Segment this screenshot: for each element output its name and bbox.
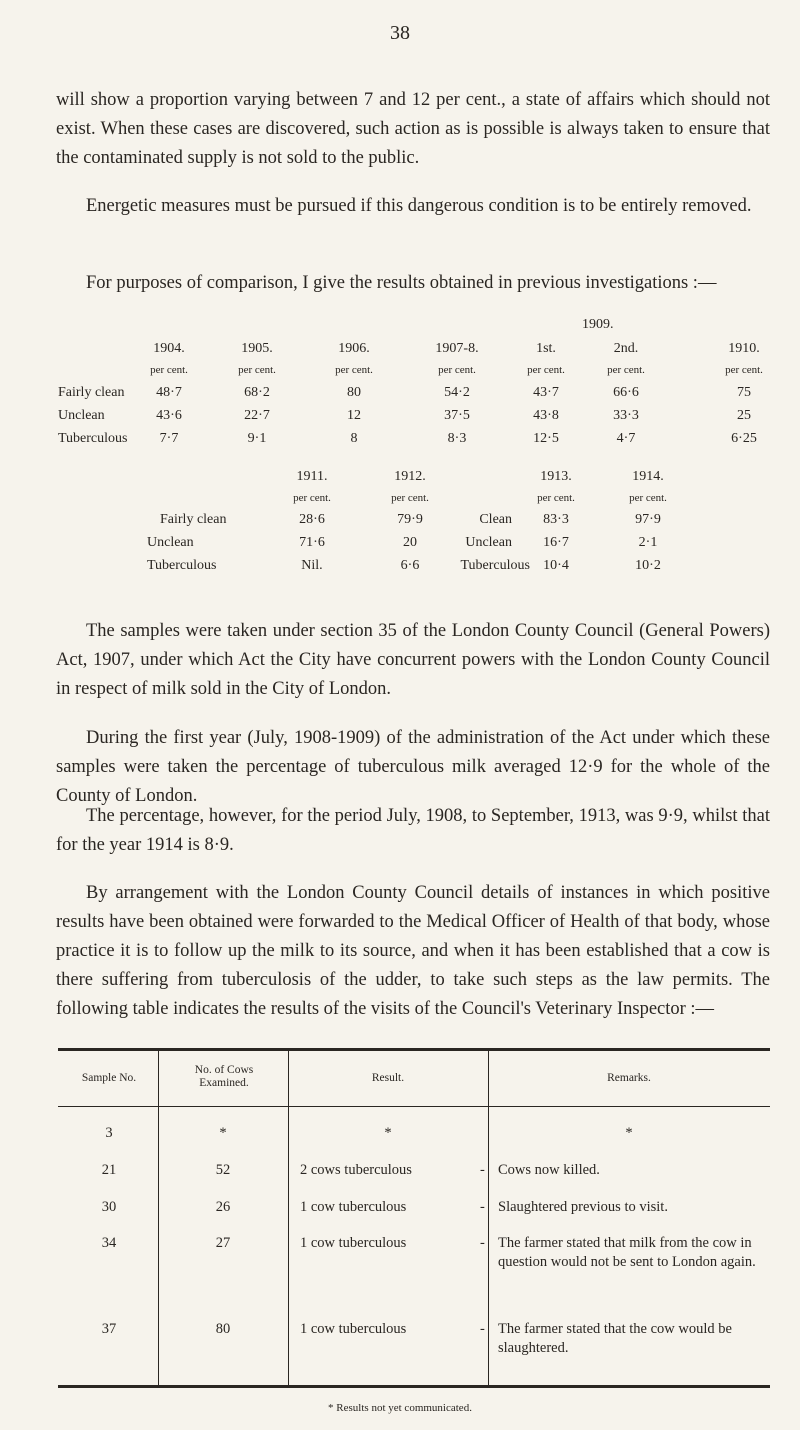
unit-label: per cent. xyxy=(725,364,763,376)
value-cell: 54·2 xyxy=(444,385,470,400)
group-label-1909: 1909. xyxy=(582,317,614,332)
unit-label: per cent. xyxy=(335,364,373,376)
table-top-rule xyxy=(58,1048,770,1051)
unit-label: per cent. xyxy=(629,492,667,504)
col-year: 1906. xyxy=(338,341,370,356)
paragraph-6: The percentage, however, for the period July, 1908, to September, 1913, was 9·9, whilst that for the year 1914 is 8·9. xyxy=(56,806,770,855)
result-text: 1 cow tuberculous xyxy=(300,1321,407,1337)
value-cell: 66·6 xyxy=(613,385,639,400)
unit-label: per cent. xyxy=(607,364,645,376)
table-footnote: * Results not yet communicated. xyxy=(328,1402,472,1414)
sample-number: 34 xyxy=(101,1235,117,1251)
paragraph-2: Energetic measures must be pursued if this dangerous condition is to be entirely removed. xyxy=(86,196,752,216)
cows-examined: * xyxy=(219,1125,227,1141)
unit-label: per cent. xyxy=(293,492,331,504)
row-label: Fairly clean xyxy=(58,385,125,400)
value-cell: 48·7 xyxy=(156,385,182,400)
value-cell: 12 xyxy=(347,408,361,423)
table-header-rule xyxy=(58,1106,770,1107)
col-year: 1913. xyxy=(540,469,572,484)
col-year: 1904. xyxy=(153,341,185,356)
value-cell: 8·3 xyxy=(447,431,467,446)
sample-number: 30 xyxy=(101,1199,117,1215)
value-cell: 33·3 xyxy=(613,408,639,423)
unit-label: per cent. xyxy=(438,364,476,376)
table-bottom-rule xyxy=(58,1385,770,1388)
value-cell: 4·7 xyxy=(616,431,636,446)
value-cell: 71·6 xyxy=(299,535,325,550)
value-cell: 37·5 xyxy=(444,408,470,423)
leader-dash: - xyxy=(480,1162,485,1178)
header-remarks: Remarks. xyxy=(607,1072,651,1084)
header-cows-examined: No. of Cows Examined. xyxy=(194,1064,254,1089)
col-year: 1912. xyxy=(394,469,426,484)
unit-label: per cent. xyxy=(238,364,276,376)
value-cell: 68·2 xyxy=(244,385,270,400)
value-cell: 80 xyxy=(347,385,361,400)
result-text: 2 cows tuberculous xyxy=(300,1162,412,1178)
row-label: Unclean xyxy=(58,408,105,423)
value-cell: 10·2 xyxy=(635,558,661,573)
row-label-alt: Tuberculous xyxy=(460,558,530,573)
col-year: 1st. xyxy=(536,341,556,356)
leader-dash: - xyxy=(480,1199,485,1215)
value-cell: 43·8 xyxy=(533,408,559,423)
sample-number: 3 xyxy=(105,1125,113,1141)
unit-label: per cent. xyxy=(391,492,429,504)
cows-examined: 26 xyxy=(215,1199,231,1215)
leader-dash: - xyxy=(480,1235,485,1251)
row-label-alt: Clean xyxy=(479,512,512,527)
unit-label: per cent. xyxy=(150,364,188,376)
remarks-text: Slaughtered previous to visit. xyxy=(498,1199,668,1215)
page-number: 38 xyxy=(390,22,410,44)
cows-examined: 52 xyxy=(215,1162,231,1178)
value-cell: 9·1 xyxy=(247,431,267,446)
value-cell: 16·7 xyxy=(543,535,569,550)
paragraph-5: During the first year (July, 1908-1909) of the administration of the Act under which these samples were taken the percentage of tuberculous milk averaged 12·9 for the whole of the County of London. xyxy=(56,728,770,806)
result-text: * xyxy=(384,1125,392,1141)
col-year: 1911. xyxy=(296,469,328,484)
value-cell: 7·7 xyxy=(159,431,179,446)
cows-examined: 80 xyxy=(215,1321,231,1337)
paragraph-4: The samples were taken under section 35 of the London County Council (General Powers) Act, 1907, under which Act the City have concurrent powers with the London County Council in respect of milk sold in the City of London. xyxy=(56,621,770,699)
row-label: Tuberculous xyxy=(58,431,128,446)
col-year: 1910. xyxy=(728,341,760,356)
result-text: 1 cow tuberculous xyxy=(300,1235,407,1251)
remarks-text: Cows now killed. xyxy=(498,1162,600,1178)
result-text: 1 cow tuberculous xyxy=(300,1199,407,1215)
value-cell: 83·3 xyxy=(543,512,569,527)
value-cell: 12·5 xyxy=(533,431,559,446)
column-divider xyxy=(488,1050,489,1385)
row-label-alt: Unclean xyxy=(465,535,512,550)
column-divider xyxy=(288,1050,289,1385)
value-cell: 6·6 xyxy=(400,558,420,573)
col-year: 2nd. xyxy=(613,341,639,356)
remarks-text: The farmer stated that milk from the cow in question would not be sent to London again. xyxy=(498,1235,756,1270)
header-sample-no: Sample No. xyxy=(81,1072,137,1084)
value-cell: 43·6 xyxy=(156,408,182,423)
paragraph-1: will show a proportion varying between 7 and 12 per cent., a state of affairs which should not exist. When these cases are discovered, such action as is possible is always taken to ensure that the contaminated supply is not sold to the public. xyxy=(56,90,770,168)
value-cell: 43·7 xyxy=(533,385,559,400)
value-cell: Nil. xyxy=(301,558,323,573)
paragraph-7: By arrangement with the London County Council details of instances in which positive results have been obtained were forwarded to the Medical Officer of Health of that body, whose practice it is to follow up the milk to its source, and when it has been established that a cow is there suffering from tuberculosis of the udder, to take such steps as the law permits. The following table indicates the results of the visits of the Council's Veterinary Inspector :— xyxy=(56,883,770,1019)
value-cell: 6·25 xyxy=(731,431,757,446)
value-cell: 8 xyxy=(350,431,358,446)
value-cell: 25 xyxy=(737,408,751,423)
value-cell: 79·9 xyxy=(397,512,423,527)
cows-examined: 27 xyxy=(215,1235,231,1251)
row-label: Tuberculous xyxy=(147,558,217,573)
value-cell: 20 xyxy=(403,535,417,550)
leader-dash: - xyxy=(480,1321,485,1337)
remarks-text: * xyxy=(625,1125,633,1141)
unit-label: per cent. xyxy=(527,364,565,376)
header-result: Result. xyxy=(371,1072,405,1084)
value-cell: 97·9 xyxy=(635,512,661,527)
value-cell: 28·6 xyxy=(299,512,325,527)
sample-number: 37 xyxy=(101,1321,117,1337)
col-year: 1905. xyxy=(241,341,273,356)
value-cell: 2·1 xyxy=(638,535,658,550)
remarks-text: The farmer stated that the cow would be slaughtered. xyxy=(498,1321,732,1356)
col-year: 1914. xyxy=(632,469,664,484)
unit-label: per cent. xyxy=(537,492,575,504)
sample-number: 21 xyxy=(101,1162,117,1178)
row-label: Unclean xyxy=(147,535,194,550)
row-label: Fairly clean xyxy=(160,512,227,527)
value-cell: 22·7 xyxy=(244,408,270,423)
paragraph-3: For purposes of comparison, I give the results obtained in previous investigations :— xyxy=(86,273,717,293)
value-cell: 10·4 xyxy=(543,558,569,573)
value-cell: 75 xyxy=(737,385,751,400)
col-year: 1907-8. xyxy=(435,341,479,356)
